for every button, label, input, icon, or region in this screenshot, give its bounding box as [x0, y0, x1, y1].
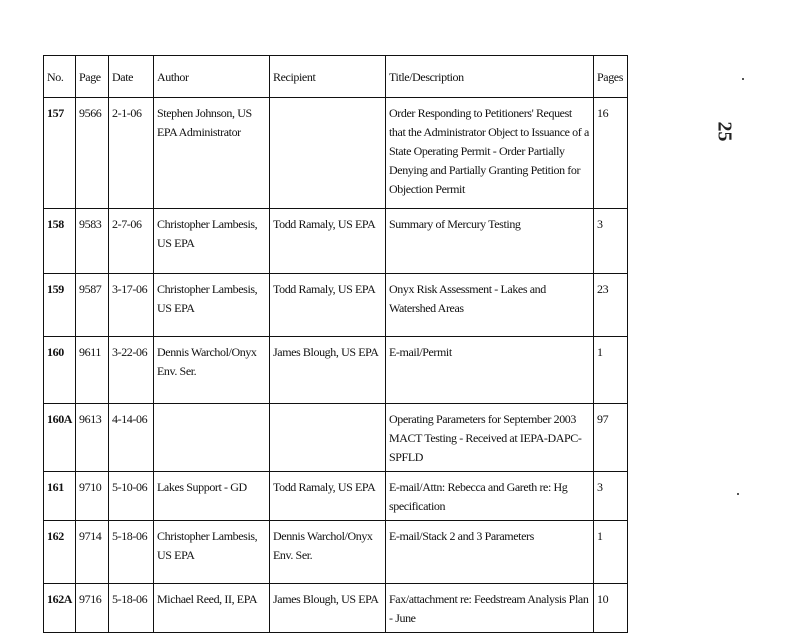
cell-title: Fax/attachment re: Feedstream Analysis Plan - June [386, 584, 594, 633]
cell-title: E-mail/Stack 2 and 3 Parameters [386, 521, 594, 584]
cell-pages: 10 [594, 584, 628, 633]
cell-no: 161 [44, 472, 76, 521]
table-row [44, 274, 628, 337]
table-row [44, 584, 628, 633]
cell-no: 162A [44, 584, 76, 633]
table-row [44, 209, 628, 274]
cell-no: 158 [44, 209, 76, 274]
header-no: No. [44, 56, 76, 98]
table-header-row [44, 56, 628, 98]
cell-recipient: Todd Ramaly, US EPA [270, 472, 386, 521]
cell-title: Onyx Risk Assessment - Lakes and Watershed Areas [386, 274, 594, 337]
document-log-table [43, 55, 628, 633]
cell-title: Order Responding to Petitioners' Request that the Administrator Object to Issuance of a State Operating Permit - Order Partially Denying and Partially Granting Petition for Objection Permit [386, 98, 594, 209]
cell-author: Stephen Johnson, US EPA Administrator [154, 98, 270, 209]
cell-author: Lakes Support - GD [154, 472, 270, 521]
table-row [44, 337, 628, 404]
cell-title: Summary of Mercury Testing [386, 209, 594, 274]
cell-date: 2-1-06 [109, 98, 154, 209]
margin-page-mark: 25 [713, 121, 736, 142]
cell-no: 157 [44, 98, 76, 209]
header-date: Date [109, 56, 154, 98]
cell-no: 160 [44, 337, 76, 404]
cell-no: 159 [44, 274, 76, 337]
cell-author: Christopher Lambesis, US EPA [154, 274, 270, 337]
table-row [44, 98, 628, 209]
cell-pages: 1 [594, 521, 628, 584]
header-author: Author [154, 56, 270, 98]
cell-recipient: James Blough, US EPA [270, 584, 386, 633]
cell-date: 5-10-06 [109, 472, 154, 521]
cell-date: 3-17-06 [109, 274, 154, 337]
cell-recipient: Dennis Warchol/Onyx Env. Ser. [270, 521, 386, 584]
cell-title: Operating Parameters for September 2003 MACT Testing - Received at IEPA-DAPC-SPFLD [386, 404, 594, 472]
cell-page: 9583 [76, 209, 109, 274]
cell-title: E-mail/Attn: Rebecca and Gareth re: Hg specification [386, 472, 594, 521]
cell-author: Christopher Lambesis, US EPA [154, 521, 270, 584]
cell-no: 160A [44, 404, 76, 472]
cell-author: Michael Reed, II, EPA [154, 584, 270, 633]
cell-date: 2-7-06 [109, 209, 154, 274]
cell-date: 5-18-06 [109, 521, 154, 584]
cell-no: 162 [44, 521, 76, 584]
cell-recipient [270, 404, 386, 472]
cell-page: 9716 [76, 584, 109, 633]
cell-pages: 16 [594, 98, 628, 209]
cell-page: 9613 [76, 404, 109, 472]
cell-date: 3-22-06 [109, 337, 154, 404]
cell-author: Christopher Lambesis, US EPA [154, 209, 270, 274]
cell-date: 4-14-06 [109, 404, 154, 472]
cell-recipient: Todd Ramaly, US EPA [270, 209, 386, 274]
cell-author: Dennis Warchol/Onyx Env. Ser. [154, 337, 270, 404]
cell-recipient: Todd Ramaly, US EPA [270, 274, 386, 337]
header-recipient: Recipient [270, 56, 386, 98]
cell-title: E-mail/Permit [386, 337, 594, 404]
cell-author [154, 404, 270, 472]
cell-page: 9714 [76, 521, 109, 584]
cell-pages: 97 [594, 404, 628, 472]
cell-pages: 1 [594, 337, 628, 404]
cell-page: 9611 [76, 337, 109, 404]
header-page: Page [76, 56, 109, 98]
scan-speck [737, 493, 739, 495]
table-row [44, 404, 628, 472]
table-row [44, 472, 628, 521]
header-pages: Pages [594, 56, 628, 98]
scan-speck [742, 78, 744, 80]
cell-pages: 3 [594, 209, 628, 274]
cell-page: 9710 [76, 472, 109, 521]
cell-page: 9566 [76, 98, 109, 209]
cell-recipient [270, 98, 386, 209]
header-title-description: Title/Description [386, 56, 594, 98]
cell-pages: 23 [594, 274, 628, 337]
table-row [44, 521, 628, 584]
cell-date: 5-18-06 [109, 584, 154, 633]
cell-pages: 3 [594, 472, 628, 521]
cell-recipient: James Blough, US EPA [270, 337, 386, 404]
cell-page: 9587 [76, 274, 109, 337]
